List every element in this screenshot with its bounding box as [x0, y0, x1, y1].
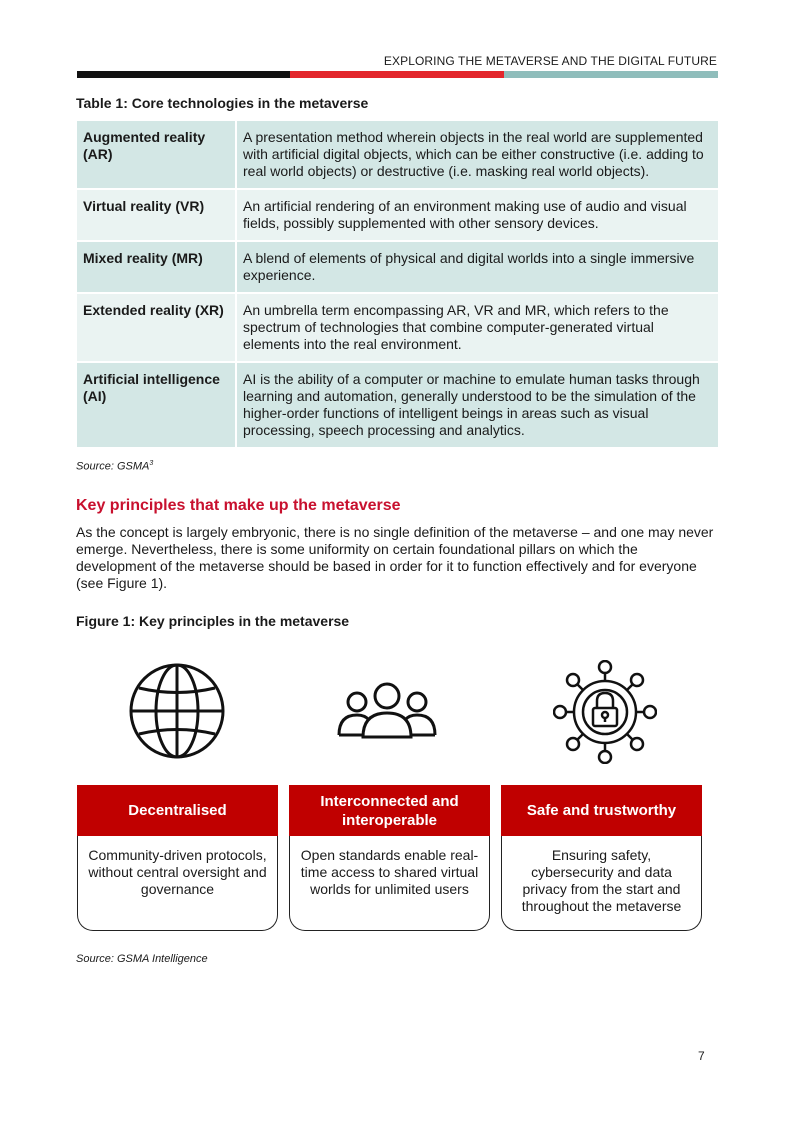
table-row — [77, 362, 718, 448]
header-bar-red — [290, 71, 504, 78]
table-title: Table 1: Core technologies in the metaverse — [76, 95, 369, 111]
figure-source: Source: GSMA Intelligence — [76, 953, 208, 965]
card-heading: Interconnected and interoperable — [289, 785, 490, 836]
table-definition: A blend of elements of physical and digital worlds into a single immersive experience. — [236, 241, 718, 293]
table-definition: An umbrella term encompassing AR, VR and MR, which refers to the spectrum of technologies that combine computer-generated virtual elements into the real environment. — [236, 293, 718, 362]
header-bar-black — [77, 71, 290, 78]
principle-card-interconnected — [289, 785, 490, 931]
table-definition: A presentation method wherein objects in the real world are supplemented with artificial digital objects, which can be either constructive (i.e. adding to real world objects) or destructive (i.e. masking real world objects). — [236, 121, 718, 189]
table-term: Extended reality (XR) — [77, 293, 236, 362]
table-row — [77, 293, 718, 362]
people-group-icon — [335, 680, 439, 740]
table-row — [77, 241, 718, 293]
intro-paragraph: As the concept is largely embryonic, there is no single definition of the metaverse – and one may never emerge. Nevertheless, there is some uniformity on certain foundational pillars on which the development of the metaverse should be based in order for it to function effectively and for everyone (see Figure 1). — [76, 524, 714, 591]
card-description: Ensuring safety, cybersecurity and data privacy from the start and throughout the metaverse — [501, 836, 702, 931]
card-description: Community-driven protocols, without central oversight and governance — [77, 836, 278, 931]
principle-card-decentralised — [77, 785, 278, 931]
card-heading: Decentralised — [77, 785, 278, 836]
principle-card-safe — [501, 785, 702, 931]
table-term: Augmented reality (AR) — [77, 121, 236, 189]
page-number: 7 — [698, 1049, 705, 1063]
report-header-title: EXPLORING THE METAVERSE AND THE DIGITAL FUTURE — [383, 54, 717, 68]
card-heading: Safe and trustworthy — [501, 785, 702, 836]
header-bar-teal — [504, 71, 718, 78]
table-row — [77, 121, 718, 189]
table-source — [76, 460, 153, 473]
table-source-text: Source: GSMA — [76, 460, 150, 473]
table-term: Virtual reality (VR) — [77, 189, 236, 241]
table-definition: AI is the ability of a computer or machine to emulate human tasks through learning and automation, generally understood to be the simulation of the higher-order functions of intelligent beings in areas such as visual processing, speech processing and analytics. — [236, 362, 718, 448]
card-description: Open standards enable real-time access to shared virtual worlds for unlimited users — [289, 836, 490, 931]
figure-title: Figure 1: Key principles in the metaverse — [76, 613, 350, 629]
footnote-reference[interactable]: 3 — [149, 460, 154, 467]
secure-network-lock-icon — [553, 660, 657, 764]
core-technologies-table — [77, 121, 718, 449]
table-row — [77, 189, 718, 241]
table-term: Artificial intelligence (AI) — [77, 362, 236, 448]
section-heading: Key principles that make up the metaverse — [76, 497, 401, 514]
table-definition: An artificial rendering of an environment making use of audio and visual fields, possibly supplemented with other sensory devices. — [236, 189, 718, 241]
header-color-bar — [77, 71, 718, 78]
table-term: Mixed reality (MR) — [77, 241, 236, 293]
globe-icon — [127, 661, 227, 761]
